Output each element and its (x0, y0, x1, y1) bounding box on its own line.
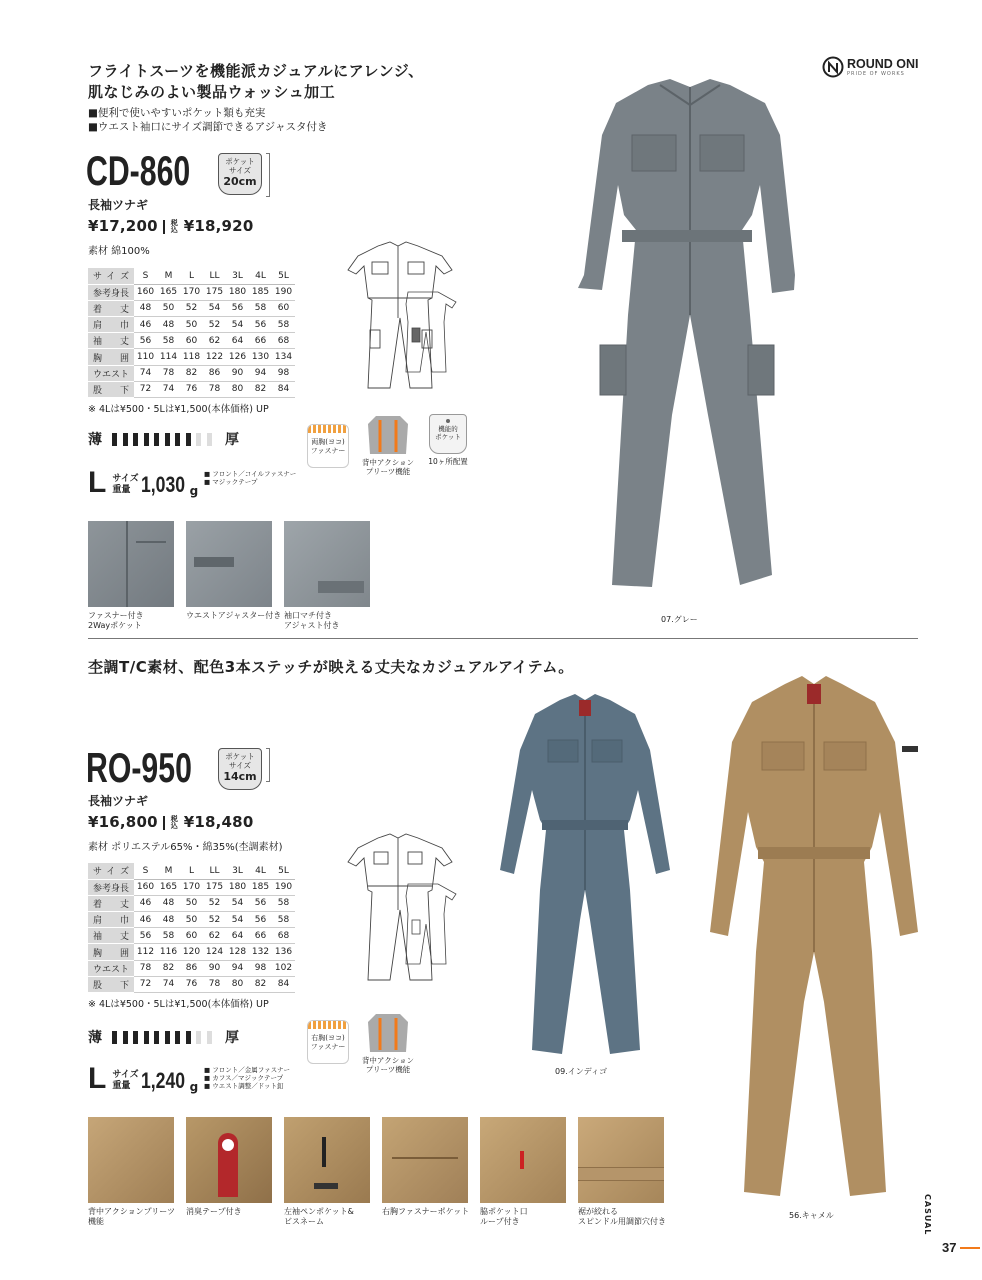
brand-tagline: PRIDE OF WORKS (847, 70, 905, 77)
table-row: 胸囲 112 116 120 124 128 132 136 (88, 944, 295, 960)
table-row: ウエスト 74 78 82 86 90 94 98 (88, 365, 295, 381)
table-row: 股下 72 74 76 78 80 82 84 (88, 381, 295, 397)
product1-type: 長袖ツナギ (88, 198, 149, 212)
product2-color-caption-2: 56.キャメル (789, 1211, 834, 1220)
product2-type: 長袖ツナギ (88, 794, 149, 808)
product2-color-caption-1: 09.インディゴ (555, 1067, 608, 1076)
feature-chest-zipper: 右胸(ヨコ) ファスナー (303, 1020, 353, 1064)
product2-detail-photo-4 (382, 1117, 468, 1203)
product2-detail-caption-5: 脇ポケット口 ループ付き (480, 1207, 528, 1226)
table-row: ウエスト 78 82 86 90 94 98 102 (88, 960, 295, 976)
product2-detail-caption-3: 左袖ペンポケット& ビスネーム (284, 1207, 354, 1226)
feature-pocket: 機能的 ポケット 10ヶ所配置 (423, 414, 473, 466)
product1-detail-caption-2: ウエストアジャスター付き (186, 611, 282, 620)
product2-detail-photo-5 (480, 1117, 566, 1203)
product1-pocket-badge: ポケット サイズ 20cm (218, 153, 262, 195)
product1-color-caption: 07.グレー (661, 615, 698, 624)
product2-model: RO-950 (86, 744, 192, 791)
feature-back-pleat: 背中アクション プリーツ機能 (358, 412, 418, 476)
product1-material: 素材 綿100% (88, 246, 150, 257)
brand-name: ROUND ONI (847, 56, 919, 71)
product1-detail-caption-3: 袖口マチ付き アジャスト付き (284, 611, 340, 630)
product2-price: ¥16,800 税込 ¥18,480 (88, 813, 254, 831)
table-row: 着丈 46 48 50 52 54 56 58 (88, 895, 295, 911)
product2-detail-caption-4: 右胸ファスナーポケット (382, 1207, 470, 1216)
product2-indigo-photo (490, 690, 680, 1065)
product1-bullets: ■便利で使いやすいポケット類も充実 ■ウエスト袖口にサイズ調節できるアジャスタ付き (88, 107, 328, 133)
zipper-icon (308, 425, 348, 433)
product2-camel-photo (690, 672, 930, 1207)
product2-detail-photo-6 (578, 1117, 664, 1203)
table-row: 参考身長 160 165 170 175 180 185 190 (88, 879, 295, 895)
product2-detail-caption-2: 消臭テープ付き (186, 1207, 242, 1216)
table-row: 肩巾 46 48 50 52 54 56 58 (88, 317, 295, 333)
product2-pocket-badge: ポケット サイズ 14cm (218, 748, 262, 790)
pocket-icon (446, 419, 450, 423)
product1-model: CD-860 (86, 147, 191, 194)
table-row: 着丈 48 50 52 54 56 58 60 (88, 300, 295, 316)
product2-size-note: ※ 4Lは¥500・5Lは¥1,500(本体価格) UP (88, 999, 269, 1010)
section-divider (88, 638, 918, 639)
table-row: 袖丈 56 58 60 62 64 66 68 (88, 333, 295, 349)
product1-detail-photo-3 (284, 521, 370, 607)
zipper-icon (308, 1021, 348, 1029)
feature-chest-zipper: 両胸(ヨコ) ファスナー (303, 424, 353, 468)
product1-detail-photo-1 (88, 521, 174, 607)
back-pleat-icon (366, 412, 410, 456)
back-pleat-icon (366, 1010, 410, 1054)
product1-thickness-scale: 薄 厚 (88, 432, 239, 448)
product1-size-table (88, 268, 295, 398)
page-number: 37 (942, 1240, 980, 1255)
product1-size-note: ※ 4Lは¥500・5Lは¥1,500(本体価格) UP (88, 404, 269, 415)
product2-detail-caption-1: 背中アクションプリーツ 機能 (88, 1207, 175, 1226)
product2-size-table (88, 863, 295, 993)
product2-headline: 杢調T/C素材、配色3本ステッチが映える丈夫なカジュアルアイテム。 (88, 658, 574, 676)
pocket-scale-bracket (266, 153, 270, 197)
product1-main-photo (540, 75, 830, 595)
size-table-header: サイズ S M L LL 3L 4L 5L (88, 863, 295, 879)
table-row: 参考身長 160 165 170 175 180 185 190 (88, 284, 295, 300)
product2-back-drawing (398, 880, 460, 970)
table-row: 肩巾 46 48 50 52 54 56 58 (88, 912, 295, 928)
product2-weight-notes: ■ フロント／金属ファスナー ■ カフス／マジックテープ ■ ウエスト調整／ドット釦 (204, 1066, 290, 1090)
side-label: CASUAL (923, 1194, 932, 1236)
table-row: 胸囲 110 114 118 122 126 130 134 (88, 349, 295, 365)
feature-back-pleat: 背中アクション プリーツ機能 (358, 1010, 418, 1074)
product1-detail-caption-1: ファスナー付き 2Wayポケット (88, 611, 144, 630)
product2-thickness-scale: 薄 厚 (88, 1030, 239, 1046)
size-table-header: サイズ S M L LL 3L 4L 5L (88, 268, 295, 284)
product2-detail-photo-2 (186, 1117, 272, 1203)
product2-weight: L サイズ 重量 1,240 g (88, 1062, 199, 1095)
product1-detail-photo-2 (186, 521, 272, 607)
pocket-scale-bracket (266, 748, 270, 782)
table-row: 股下 72 74 76 78 80 82 84 (88, 976, 295, 992)
product1-weight-notes: ■ フロント／コイルファスナー ■ マジックテープ (204, 470, 296, 486)
product2-detail-caption-6: 裾が絞れる スピンドル用調節穴付き (578, 1207, 666, 1226)
product1-weight: L サイズ 重量 1,030 g (88, 466, 199, 499)
product1-headline: フライトスーツを機能派カジュアルにアレンジ、 肌なじみのよい製品ウォッシュ加工 (88, 62, 424, 101)
product1-price: ¥17,200 税込 ¥18,920 (88, 217, 254, 235)
product2-detail-photo-1 (88, 1117, 174, 1203)
product2-material: 素材 ポリエステル65%・綿35%(杢調素材) (88, 842, 283, 853)
brand-logo (822, 56, 919, 78)
product2-detail-photo-3 (284, 1117, 370, 1203)
table-row: 袖丈 56 58 60 62 64 66 68 (88, 928, 295, 944)
product1-back-drawing (398, 288, 460, 378)
